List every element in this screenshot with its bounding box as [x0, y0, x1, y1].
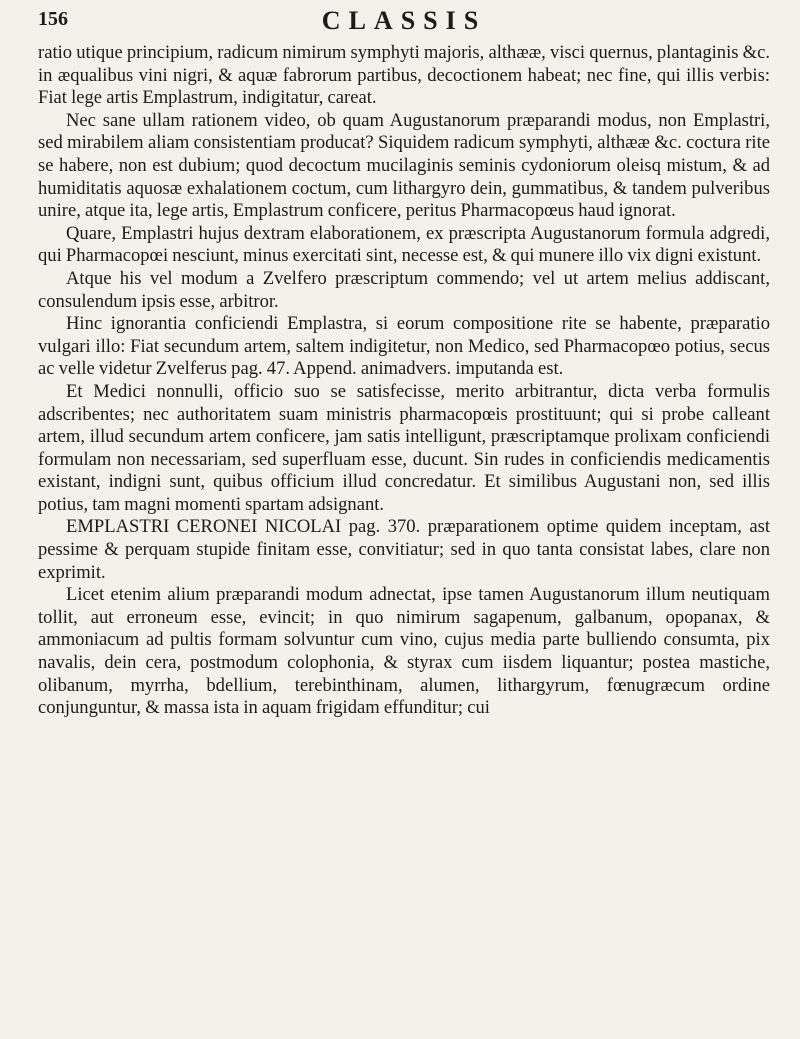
- page-header: [38, 6, 770, 40]
- paragraph-licet-etenim: Licet etenim alium præparandi modum adnectat, ipse tamen Augustanorum illum neutiquam tollit, aut erroneum esse, evincit; in quo nimirum sagapenum, galbanum, opopanax, & ammoniacum ad pultis formam solvuntur cum vino, cujus media parte bulliendo consumta, pix navalis, dein cera, postmodum colophonia, & styrax cum iisdem liquantur; postea mastiche, olibanum, myrrha, bdellium, terebinthinam, alumen, lithargyrum, fœnugræcum ordine conjunguntur, & massa ista in aquam frigidam effunditur; cui: [38, 584, 770, 719]
- running-head: CLASSIS: [321, 6, 487, 35]
- paragraph-emplastri-ceronei: EMPLASTRI CERONEI NICOLAI pag. 370. præparationem optime quidem inceptam, ast pessime & perquam stupide finitam esse, convitiatur; sed in quo tanta consistat labes, clare non exprimit.: [38, 516, 770, 583]
- paragraph-augustanorum-method: Nec sane ullam rationem video, ob quam Augustanorum præparandi modus, non Emplastri, sed mirabilem aliam consistentiam producat? Siquidem radicum symphyti, althææ &c. coctura rite se habere, non est dubium; quod decoctum mucilaginis seminis cydoniorum oleisq mistum, & ad humiditatis aquosæ exhalationem coctum, cum lithargyro dein, gummatibus, & tandem pulveribus unire, atque ita, lege artis, Emplastrum conficere, peritus Pharmacopœus haud ignorat.: [38, 109, 770, 222]
- paragraph-hinc-ignorantia: Hinc ignorantia conficiendi Emplastra, si eorum compositione rite se habente, præparatio vulgari illo: Fiat secundum artem, saltem indigitetur, non Medico, sed Pharmacopœo potius, secus ac velle videtur Zvelferus pag. 47. Append. animadvers. imputanda est.: [38, 313, 770, 380]
- paragraph-continuation: ratio utique principium, radicum nimirum symphyti majoris, althææ, visci quernus, plantaginis &c. in æqualibus vini nigri, & aquæ fabrorum partibus, decoctionem habeat; nec fine, qui illis verbis: Fiat lege artis Emplastrum, indigitatur, careat.: [38, 42, 770, 109]
- body-text: [38, 42, 770, 720]
- paragraph-medici: Et Medici nonnulli, officio suo se satisfecisse, merito arbitrantur, dicta verba formulis adscribentes; nec authoritatem suam ministris pharmacopœis prostituunt; qui si probe calleant artem, illud secundum artem conficere, jam satis intelligunt, præscriptamque prolixam conficiendi formulam non necessariam, sed superfluam esse, ducunt. Sin rudes in conficiendis medicamentis existant, indigni sunt, quibus officium illud concredatur. Et similibus Augustani non, sed illis potius, tam magni momenti spartam adsignant.: [38, 380, 770, 515]
- paragraph-quare: Quare, Emplastri hujus dextram elaborationem, ex præscripta Augustanorum formula adgredi, qui Pharmacopœi nesciunt, minus exercitati sint, necesse est, & qui munere illo vix digni existunt.: [38, 222, 770, 267]
- paragraph-zvelfero: Atque his vel modum a Zvelfero præscriptum commendo; vel ut artem melius addiscant, consulendum ipsis esse, arbitror.: [38, 267, 770, 312]
- page-number: 156: [38, 8, 68, 30]
